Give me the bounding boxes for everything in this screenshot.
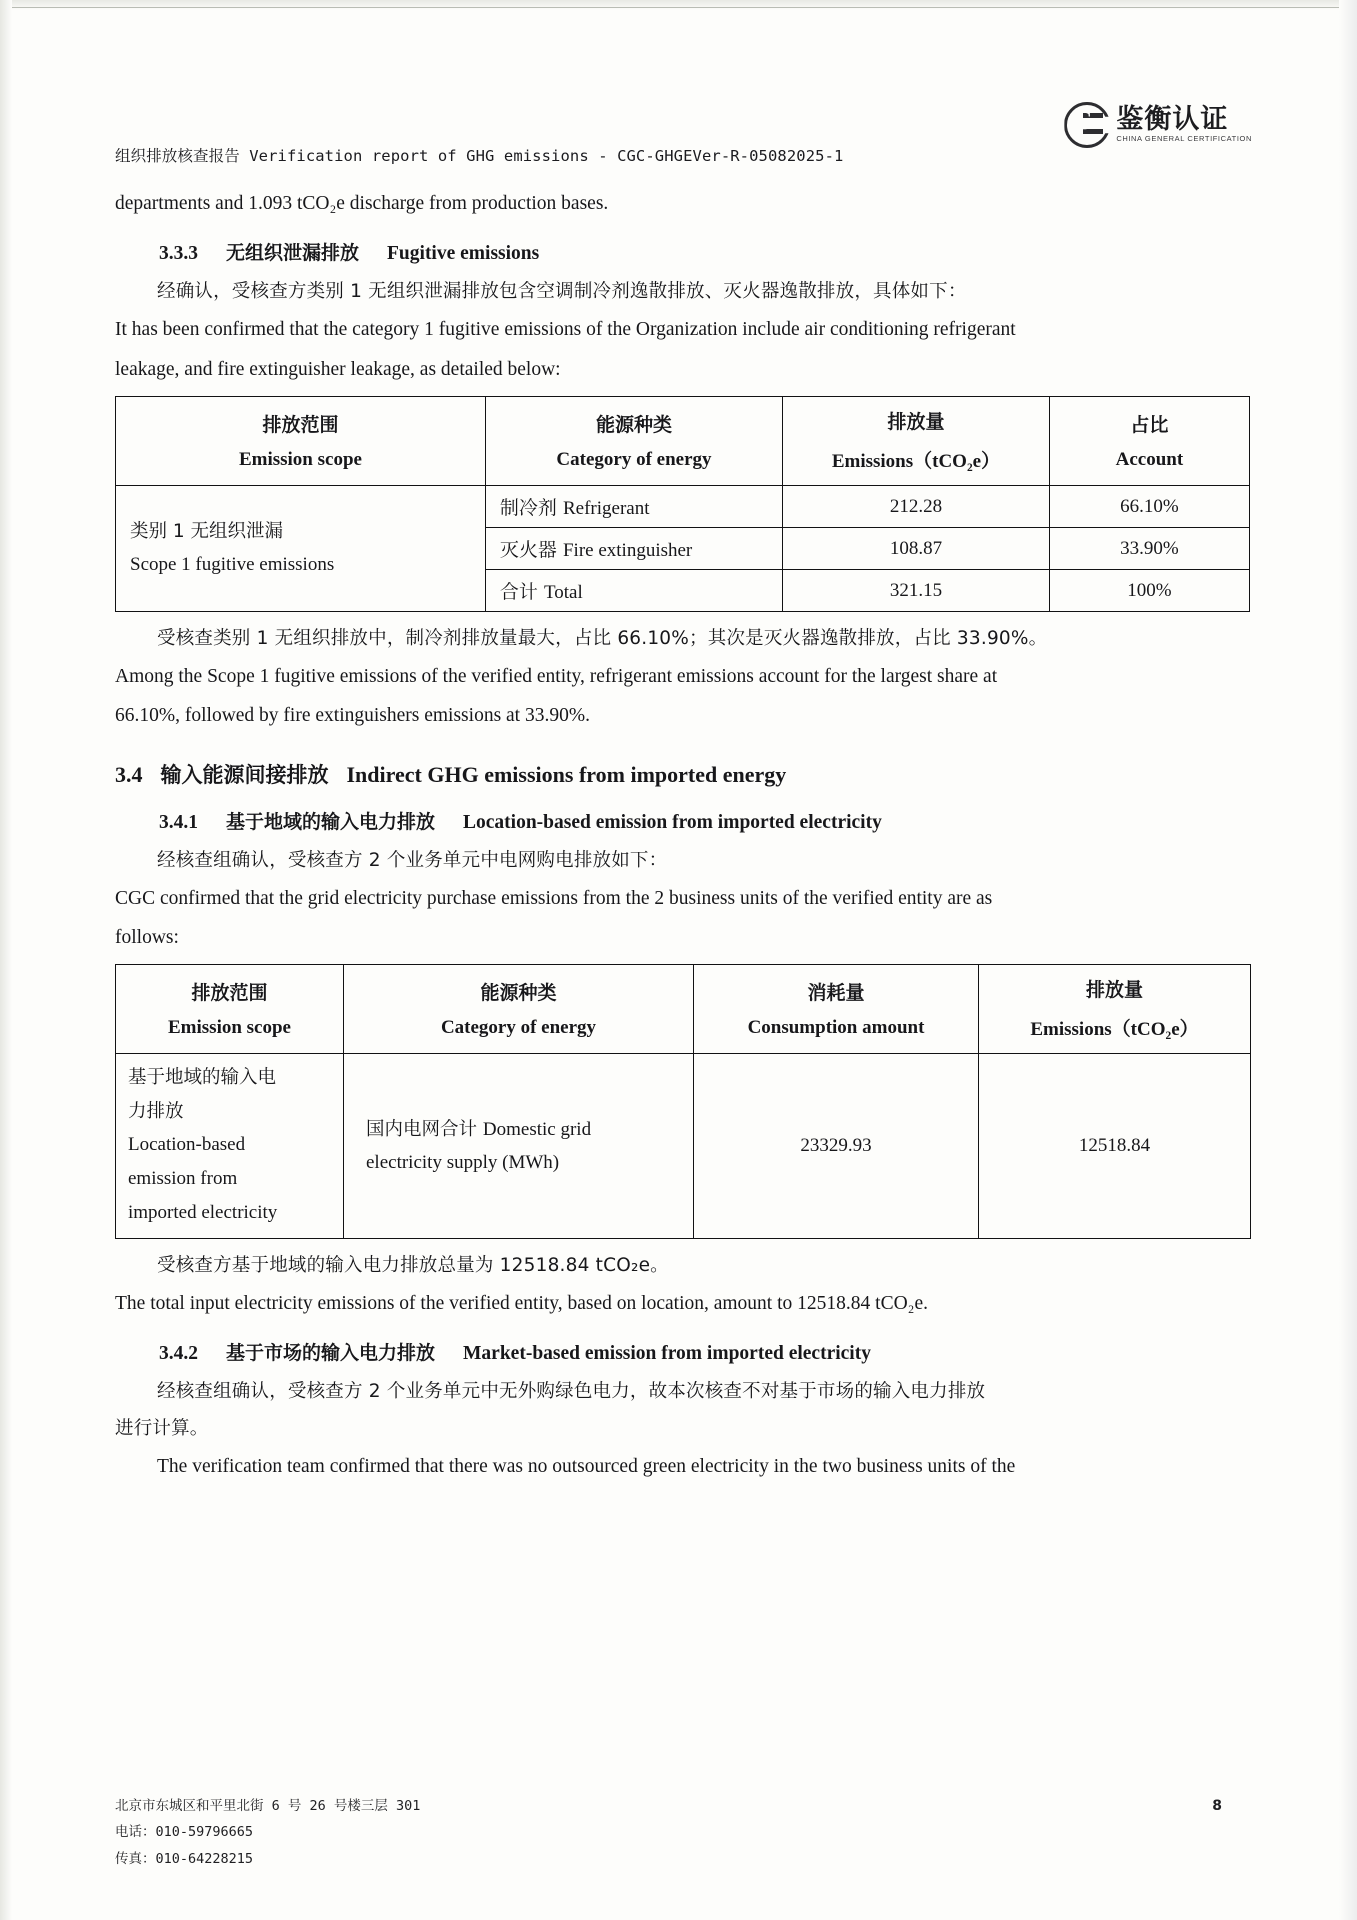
energy-cell (485, 570, 782, 612)
logo-name-en: CHINA GENERAL CERTIFICATION (1116, 134, 1252, 144)
consumption-cell: 23329.93 (694, 1054, 979, 1238)
heading-title-cn: 无组织泄漏排放 (226, 242, 360, 265)
header-en: Account (1115, 448, 1184, 470)
scope-label-en-line2: emission from (128, 1168, 238, 1190)
heading-number: 3.4.2 (159, 1342, 198, 1364)
heading-title-cn: 输入能源间接排放 (160, 762, 329, 787)
paragraph-333-after-cn: 受核查类别 1 无组织排放中，制冷剂排放量最大，占比 66.10%；其次是灭火器逸散排放，占比 33.90%。 (157, 628, 1048, 650)
scope-label-en-line1: Location-based (128, 1134, 246, 1156)
table-header-row (116, 965, 1251, 1054)
scan-edge-left (0, 0, 12, 1920)
logo-name-cn: 鉴衡认证 (1116, 103, 1229, 134)
heading-title-cn: 基于地域的输入电力排放 (226, 810, 436, 833)
table-header-cell (116, 397, 486, 486)
scan-edge-right (1339, 0, 1357, 1920)
paragraph-333-en-line1: It has been confirmed that the category 1 fugitive emissions of the Organization include air conditioning refrigerant (115, 319, 1016, 341)
emissions-cell: 108.87 (783, 528, 1050, 570)
energy-en: Refrigerant (562, 498, 650, 520)
header-cn: 排放范围 (262, 413, 339, 436)
energy-en-line1: Domestic grid (482, 1118, 592, 1140)
paragraph-341-after-en: The total input electricity emissions of the verified entity, based on location, amount to 12518.84 tCO₂e. (115, 1292, 928, 1314)
emissions-cell: 321.15 (783, 570, 1050, 612)
header-en: Category of energy (556, 448, 712, 470)
scan-line-top (0, 7, 1357, 8)
energy-cell (485, 486, 782, 528)
energy-cn: 国内电网合计 (366, 1118, 478, 1140)
header-cn: 消耗量 (807, 981, 865, 1004)
fugitive-emissions-table (115, 396, 1250, 612)
account-cell: 33.90% (1049, 528, 1249, 570)
heading-3-3-3 (159, 238, 1250, 265)
table-header-cell (694, 965, 979, 1054)
heading-title-cn: 基于市场的输入电力排放 (226, 1341, 436, 1364)
energy-en: Fire extinguisher (562, 540, 693, 562)
energy-cell (344, 1054, 694, 1238)
cgc-logo-icon (1064, 102, 1108, 146)
page-content (115, 103, 1252, 1490)
energy-line1 (366, 1113, 685, 1146)
header-en: Emission scope (168, 1016, 291, 1038)
header-en: Emissions（tCO₂e） (1030, 1019, 1199, 1041)
paragraph-341-cn: 经核查组确认，受核查方 2 个业务单元中电网购电排放如下： (157, 849, 668, 871)
heading-title-en: Location-based emission from imported electricity (463, 811, 882, 833)
heading-3-4-1 (159, 807, 1250, 834)
scope-cell (116, 486, 486, 612)
energy-cn: 灭火器 (499, 539, 557, 562)
header-cn: 占比 (1130, 413, 1169, 436)
heading-3-4-2 (159, 1338, 1250, 1365)
header-title: 组织排放核查报告 Verification report of GHG emissions - CGC-GHGEVer-R-05082025-1 (115, 147, 844, 165)
document-header (115, 103, 1252, 188)
scope-label-cn-line1: 基于地域的输入电 (128, 1067, 277, 1089)
scope-label-en-line3: imported electricity (128, 1202, 278, 1224)
scope-cell (116, 1054, 344, 1238)
table-header-cell (485, 397, 782, 486)
heading-number: 3.4 (115, 761, 143, 787)
header-en: Emissions（tCO₂e） (831, 451, 1001, 473)
table-header-cell (979, 965, 1251, 1054)
table-header-cell (344, 965, 694, 1054)
imported-electricity-table (115, 964, 1251, 1238)
paragraph-333-after-en-line2: 66.10%, followed by fire extinguishers emissions at 33.90%. (115, 705, 590, 727)
account-cell: 100% (1049, 570, 1249, 612)
heading-title-en: Fugitive emissions (387, 243, 540, 265)
header-cn: 能源种类 (595, 413, 672, 436)
table-header-cell (1049, 397, 1249, 486)
heading-3-4 (115, 759, 1250, 789)
table-row (116, 1054, 1251, 1238)
footer-tel: 电话：010-59796665 (115, 1824, 254, 1841)
table-header-cell (116, 965, 344, 1054)
header-en: Emission scope (238, 448, 362, 470)
paragraph-333-cn: 经确认，受核查方类别 1 无组织泄漏排放包含空调制冷剂逸散排放、灭火器逸散排放，具体如下： (157, 281, 967, 303)
account-cell: 66.10% (1049, 486, 1249, 528)
scan-edge-top (0, 0, 1357, 10)
paragraph-333-after-en-line1: Among the Scope 1 fugitive emissions of the verified entity, refrigerant emissions account for the largest share at (115, 666, 998, 688)
header-cn: 排放范围 (191, 981, 268, 1004)
paragraph-333-en-line2: leakage, and fire extinguisher leakage, as detailed below: (115, 358, 561, 380)
paragraph-342-cn-line1: 经核查组确认，受核查方 2 个业务单元中无外购绿色电力，故本次核查不对基于市场的输入电力排放 (157, 1380, 986, 1402)
table-header-row (116, 397, 1250, 486)
heading-title-en: Market-based emission from imported electricity (463, 1342, 871, 1364)
energy-cell (485, 528, 782, 570)
paragraph-341-after-cn: 受核查方基于地域的输入电力排放总量为 12518.84 tCO₂e。 (157, 1254, 669, 1276)
header-en: Category of energy (440, 1016, 597, 1038)
energy-line2: electricity supply (MWh) (366, 1152, 560, 1174)
footer-address: 北京市东城区和平里北街 6 号 26 号楼三层 301 (115, 1798, 421, 1815)
heading-number: 3.3.3 (159, 243, 198, 265)
header-en: Consumption amount (747, 1016, 925, 1038)
emissions-cell: 212.28 (783, 486, 1050, 528)
energy-cn: 制冷剂 (499, 497, 557, 520)
scope-label-cn: 类别 1 无组织泄漏 (130, 520, 284, 542)
scope-label-en: Scope 1 fugitive emissions (130, 554, 335, 576)
heading-number: 3.4.1 (159, 811, 198, 833)
logo-text (1116, 105, 1252, 143)
header-cn: 排放量 (887, 411, 945, 434)
carryover-paragraph: departments and 1.093 tCO₂e discharge from production bases. (115, 193, 609, 214)
page-footer (115, 1793, 1250, 1872)
energy-cn: 合计 (499, 581, 538, 604)
table-header-cell (783, 397, 1050, 486)
header-cn: 排放量 (1085, 979, 1143, 1002)
emissions-cell: 12518.84 (979, 1054, 1251, 1238)
header-cn: 能源种类 (480, 981, 557, 1004)
energy-en: Total (543, 582, 583, 604)
certification-logo (1064, 102, 1252, 146)
footer-fax: 传真：010-64228215 (115, 1850, 254, 1867)
page-number: 8 (1212, 1798, 1222, 1815)
table-row (116, 486, 1250, 528)
paragraph-341-en-line1: CGC confirmed that the grid electricity purchase emissions from the 2 business units of the verified entity are as (115, 887, 993, 909)
paragraph-341-en-line2: follows: (115, 927, 179, 949)
paragraph-342-cn-line2: 进行计算。 (115, 1417, 209, 1439)
logo-letter: C (1073, 106, 1093, 135)
heading-title-en: Indirect GHG emissions from imported energy (346, 761, 787, 787)
scope-label-cn-line2: 力排放 (128, 1100, 184, 1122)
paragraph-342-en-line1: The verification team confirmed that there was no outsourced green electricity in the two business units of the (157, 1455, 1016, 1477)
